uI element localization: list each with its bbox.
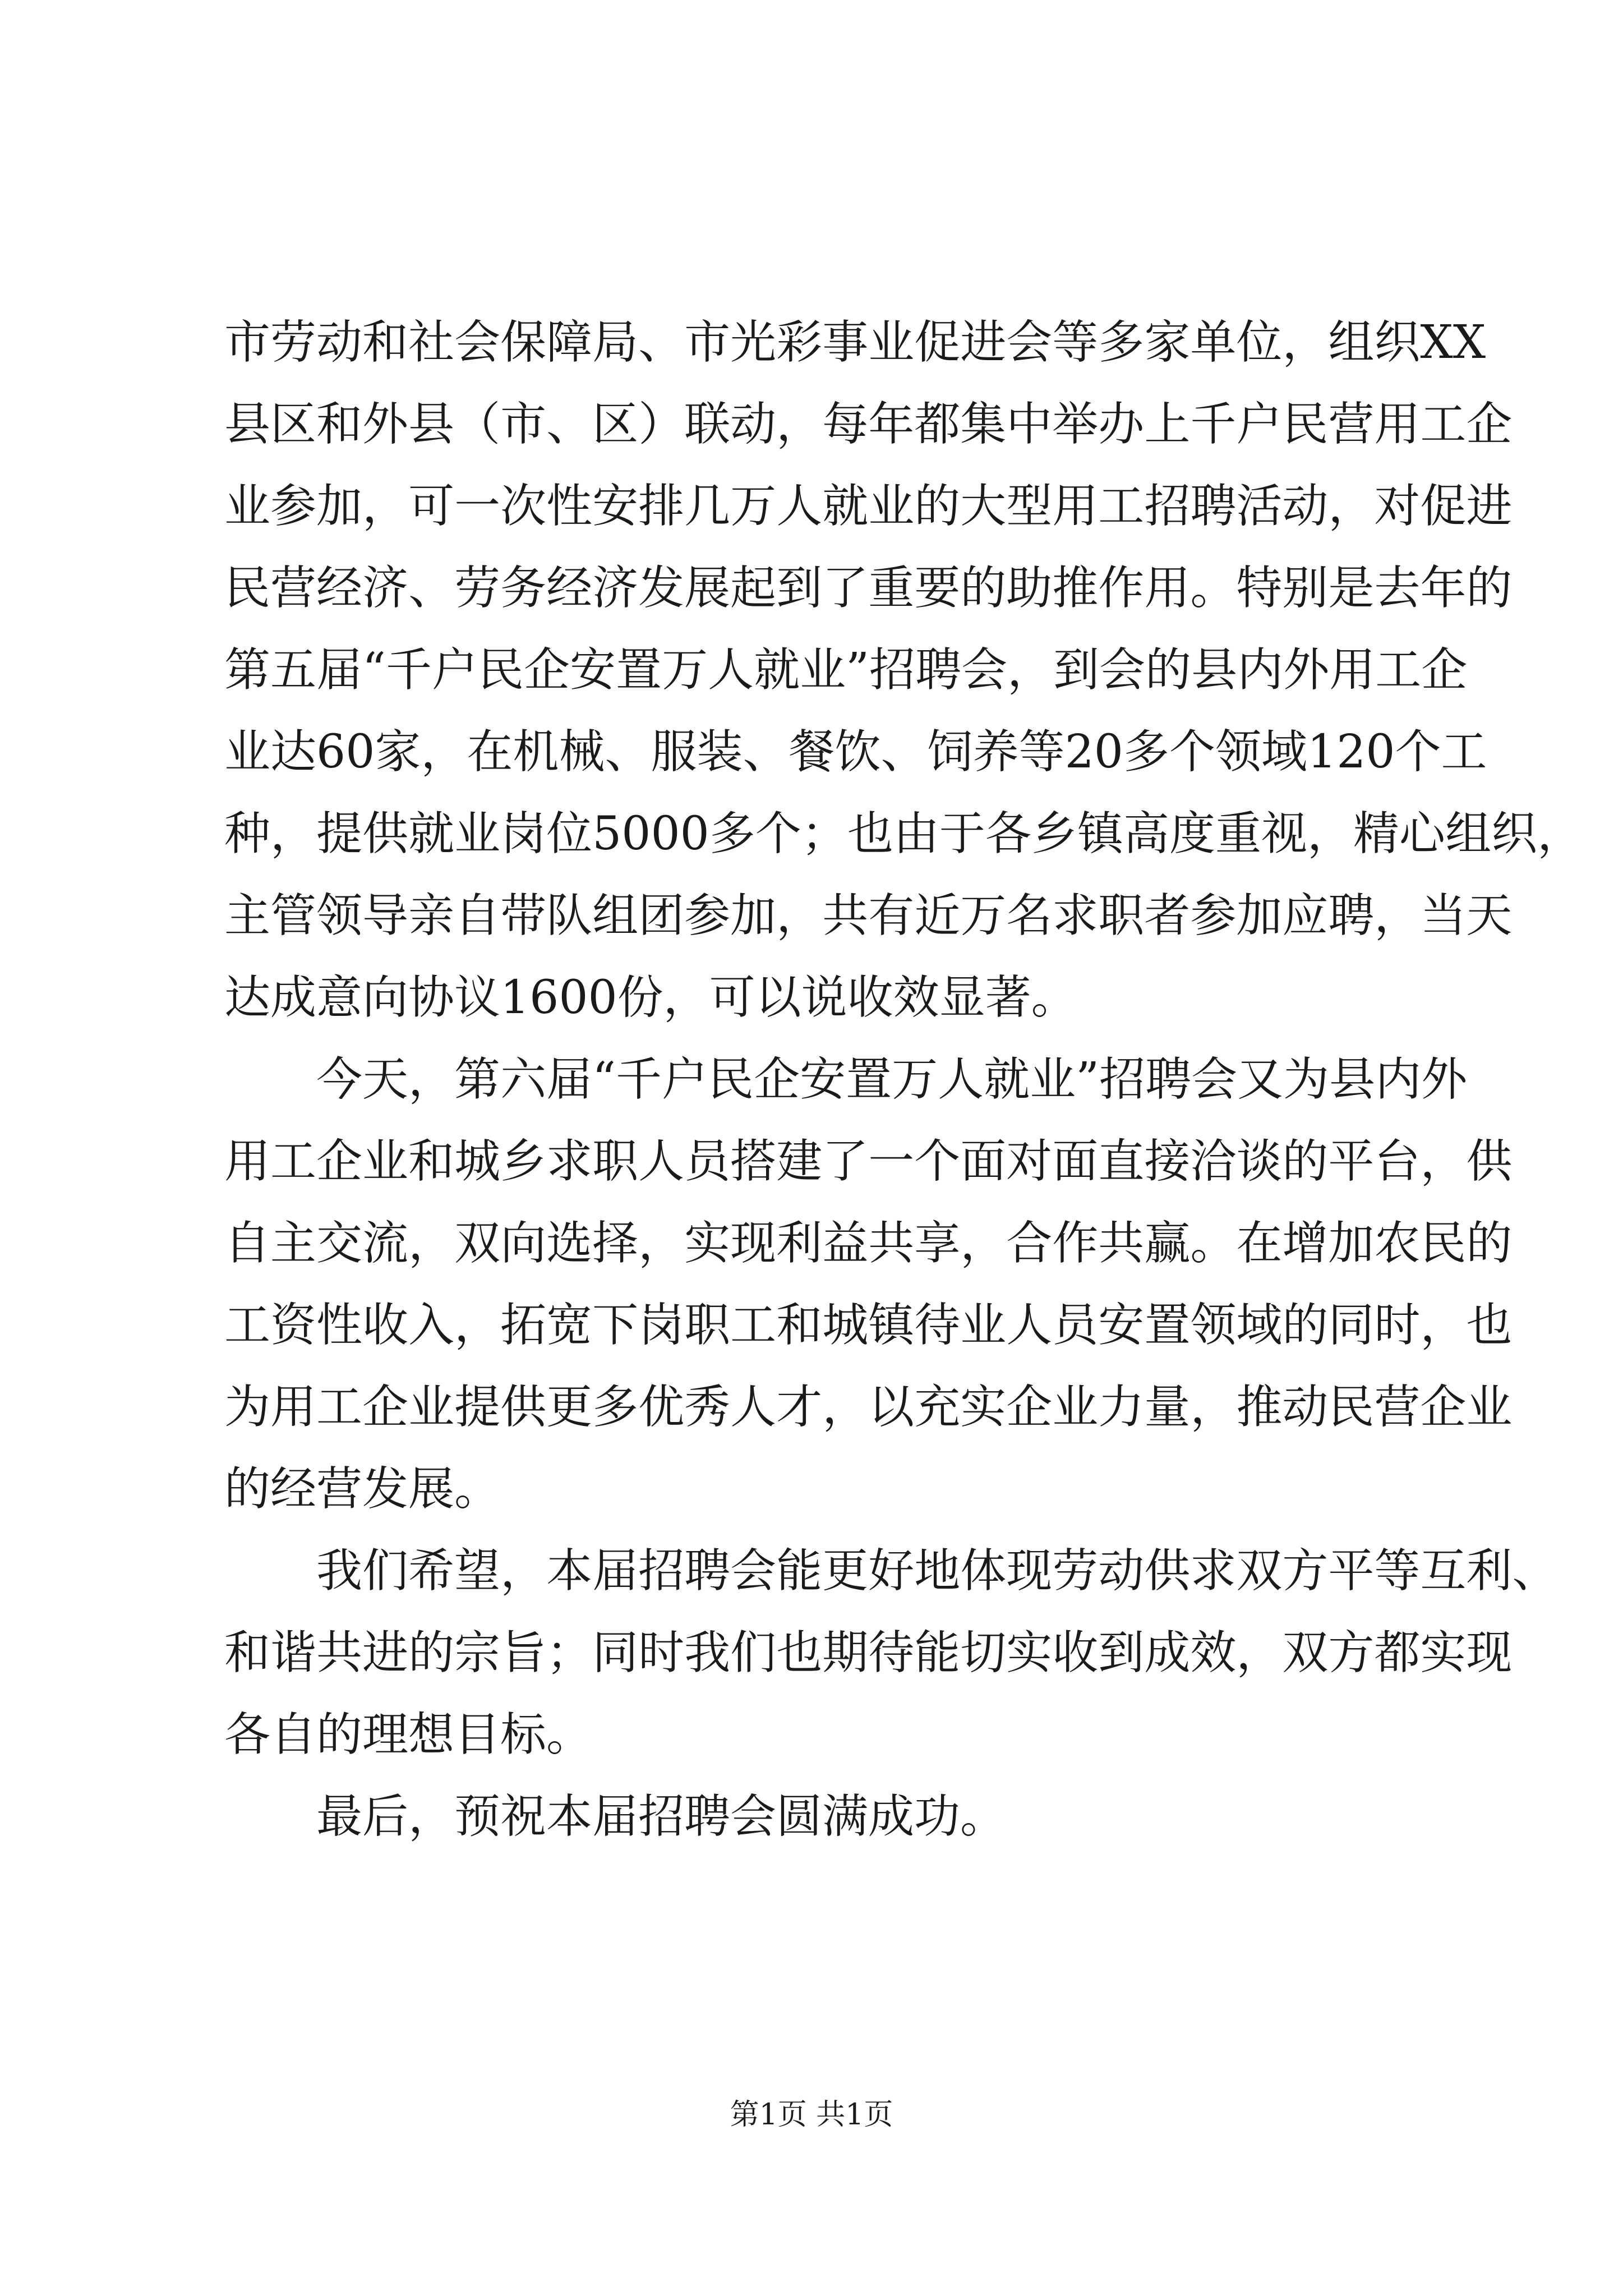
text-line: 最后，预祝本届招聘会圆满成功。 — [316, 1790, 1007, 1843]
text-line: 县 区 和 外 县 （ 市 、 区 ） 联 动 ， 每 年 都 集 中 举 办 上 千 户 民 营 用 工 企 — [224, 398, 1513, 451]
page-number-label: 第1页 共1页 — [730, 2098, 893, 2132]
text-line: 主 管 领 导 亲 自 带 队 组 团 参 加 ， 共 有 近 万 名 求 职 者 参 加 应 聘 ， 当 天 — [224, 889, 1513, 942]
text-line: 工 资 性 收 入 ， 拓 宽 下 岗 职 工 和 城 镇 待 业 人 员 安 置 领 域 的 同 时 ， 也 — [224, 1299, 1513, 1352]
paragraph-1 — [224, 302, 1584, 1039]
text-line: 达成意向协议1600份，可以说收效显著。 — [224, 971, 1077, 1024]
text-line: 和 谐 共 进 的 宗 旨 ； 同 时 我 们 也 期 待 能 切 实 收 到 成 效 ， 双 方 都 实 现 — [224, 1626, 1513, 1680]
paragraph-3 — [224, 1530, 1559, 1776]
text-line: 今 天 ， 第 六 届 “ 千 户 民 企 安 置 万 人 就 业 ” 招 聘 会 又 为 县 内 外 — [316, 1053, 1468, 1106]
document-body — [224, 302, 1584, 1858]
text-line: 用 工 企 业 和 城 乡 求 职 人 员 搭 建 了 一 个 面 对 面 直 接 洽 谈 的 平 台 ， 供 — [224, 1135, 1513, 1188]
text-line: 第 五 届 “ 千 户 民 企 安 置 万 人 就 业 ” 招 聘 会 ， 到 会 的 县 内 外 用 工 企 — [224, 643, 1468, 697]
text-line: 为 用 工 企 业 提 供 更 多 优 秀 人 才 ， 以 充 实 企 业 力 量 ， 推 动 民 营 企 业 — [224, 1381, 1513, 1434]
text-line: 市 劳 动 和 社 会 保 障 局 、 市 光 彩 事 业 促 进 会 等 多 家 单 位 ， 组 织 X X — [224, 316, 1486, 369]
text-line: 种 ， 提 供 就 业 岗 位 5 0 0 0 多 个 ； 也 由 于 各 乡 镇 高 度 重 视 ， 精 心 组 织 ， — [224, 807, 1584, 861]
text-line: 业 参 加 ， 可 一 次 性 安 排 几 万 人 就 业 的 大 型 用 工 招 聘 活 动 ， 对 促 进 — [224, 480, 1513, 533]
text-line: 各自的理想目标。 — [224, 1708, 593, 1761]
text-line: 业 达 6 0 家 ， 在 机 械 、 服 装 、 餐 饮 、 饲 养 等 2 0 多 个 领 域 1 2 0 个 工 — [224, 725, 1487, 779]
text-line: 我 们 希 望 ， 本 届 招 聘 会 能 更 好 地 体 现 劳 动 供 求 双 方 平 等 互 利 、 — [316, 1544, 1559, 1598]
paragraph-2 — [224, 1039, 1513, 1530]
page-footer — [0, 2095, 1623, 2134]
text-line: 自 主 交 流 ， 双 向 选 择 ， 实 现 利 益 共 享 ， 合 作 共 赢 。 在 增 加 农 民 的 — [224, 1217, 1513, 1270]
paragraph-4 — [224, 1776, 1419, 1858]
text-line: 的经营发展。 — [224, 1462, 501, 1516]
text-line: 民 营 经 济 、 劳 务 经 济 发 展 起 到 了 重 要 的 助 推 作 用 。 特 别 是 去 年 的 — [224, 562, 1513, 615]
